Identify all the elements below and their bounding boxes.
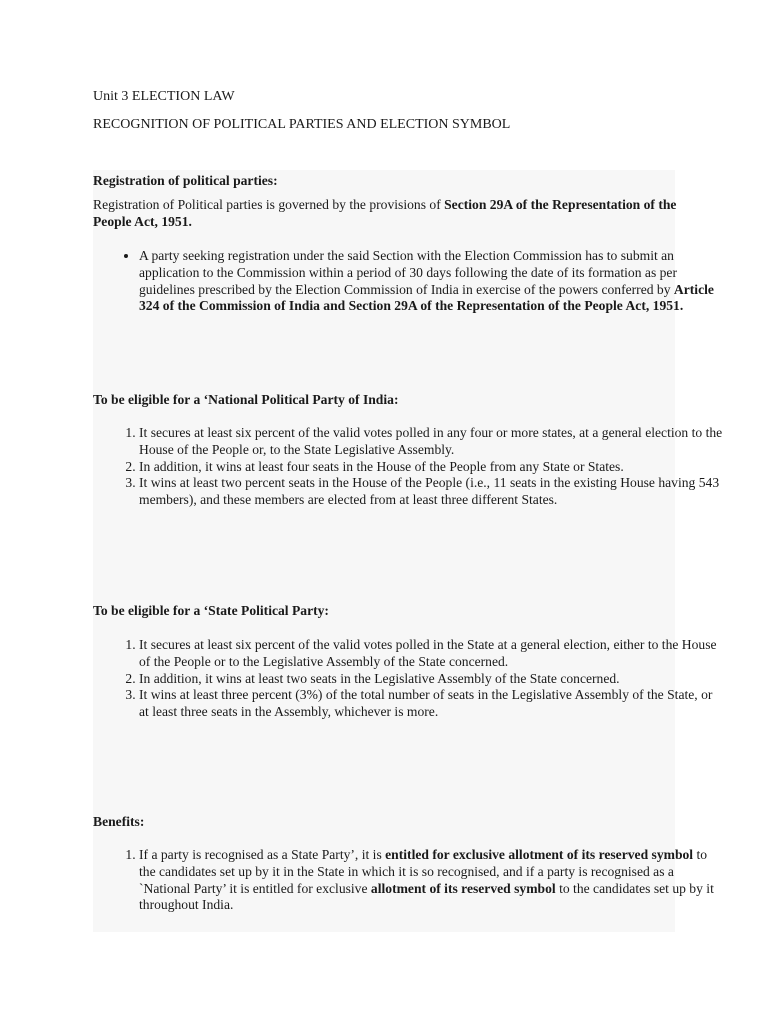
unit-title: Unit 3 ELECTION LAW bbox=[93, 89, 235, 104]
list-item: 1. It secures at least six percent of the valid votes polled in the State at a general election, either to the House of the People or to the Legislative Assembly of the State concerned. bbox=[139, 637, 724, 671]
registration-bullet-bold: Article 324 of the Commission of India and Section 29A of the Representation of the People Act, 1951. bbox=[139, 281, 714, 314]
list-item: 1. It secures at least six percent of the valid votes polled in any four or more states, at a general election to the House of the People or, to the State Legislative Assembly. bbox=[139, 425, 724, 459]
list-item: 2. In addition, it wins at least two seats in the Legislative Assembly of the State concerned. bbox=[139, 671, 724, 688]
list-item bbox=[139, 248, 724, 315]
benefits-heading: Benefits: bbox=[93, 814, 145, 829]
benefits-text-2: to the candidates set up by it in the State in which it is so recognised, and if a party is recognised as a `National Party’ it is entitled for exclusive bbox=[139, 847, 708, 896]
national-party-heading: To be eligible for a ‘National Political Party of India: bbox=[93, 392, 399, 407]
benefits-list bbox=[93, 847, 724, 914]
registration-intro bbox=[93, 197, 678, 231]
registration-heading: Registration of political parties: bbox=[93, 173, 278, 188]
registration-bullet-list bbox=[93, 248, 724, 315]
list-item: 3. It wins at least three percent (3%) of the total number of seats in the Legislative Assembly of the State, or at least three seats in the Assembly, whichever is more. bbox=[139, 687, 724, 721]
state-criteria-list bbox=[93, 637, 724, 721]
benefits-bold-2: allotment of its reserved symbol bbox=[370, 880, 556, 896]
registration-intro-text: Registration of Political parties is governed by the provisions of bbox=[93, 197, 445, 212]
document-title: RECOGNITION OF POLITICAL PARTIES AND ELECTION SYMBOL bbox=[93, 117, 511, 132]
list-item: 3. It wins at least two percent seats in the House of the People (i.e., 11 seats in the existing House having 543 members), and these members are elected from at least three different States. bbox=[139, 475, 724, 509]
registration-bullet-text: A party seeking registration under the said Section with the Election Commission has to submit an application to the Commission within a period of 30 days following the date of its formation as per guidelines prescribed by the Election Commission of India in exercise of the powers conferred by bbox=[139, 248, 677, 297]
benefits-bold-1: entitled for exclusive allotment of its reserved symbol bbox=[385, 847, 694, 862]
benefits-text-1: If a party is recognised as a State Party’, it is bbox=[139, 847, 386, 862]
national-criteria-list bbox=[93, 425, 724, 509]
state-party-heading: To be eligible for a ‘State Political Party: bbox=[93, 603, 329, 618]
benefits-text-3: to the candidates set up by it throughout India. bbox=[139, 880, 714, 913]
registration-intro-bold: Section 29A of the Representation of the People Act, 1951. bbox=[93, 197, 677, 229]
list-item: 2. In addition, it wins at least four seats in the House of the People from any State or States. bbox=[139, 459, 724, 476]
list-item bbox=[139, 847, 724, 914]
